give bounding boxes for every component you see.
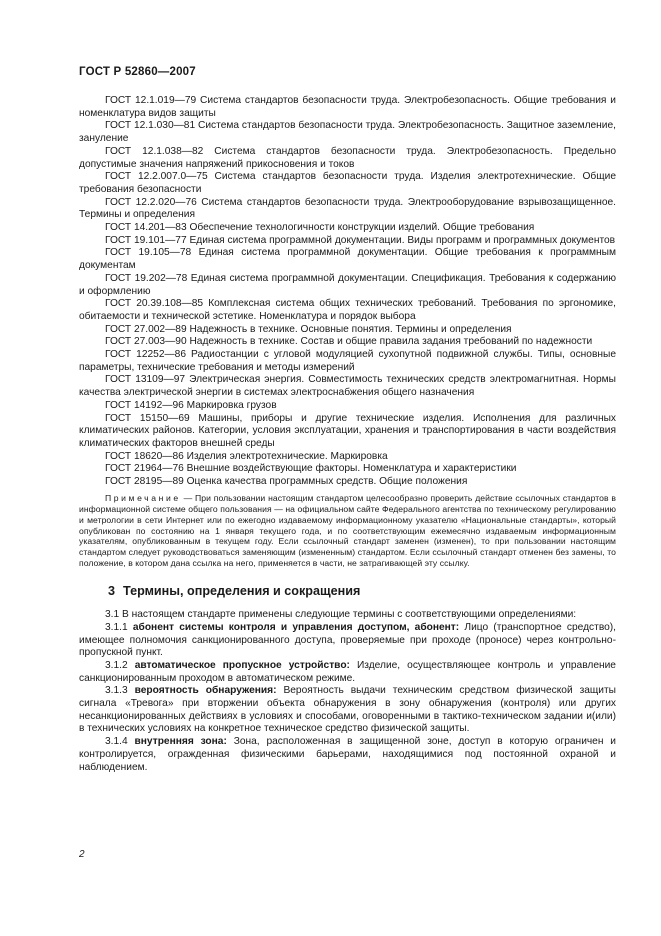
term-text: Зона, расположенная в защищенной зоне, доступ в которую ограничен и контролируется, огражденная физическими барьерами, находящимися под постоянной охраной и наблюдением. (79, 736, 616, 773)
note-label: Примечание (105, 492, 181, 503)
page-number: 2 (79, 849, 85, 860)
reference-item: ГОСТ 12.1.019—79 Система стандартов безопасности труда. Электробезопасность. Общие требования и номенклатура видов защиты (79, 95, 616, 119)
reference-item: ГОСТ 20.39.108—85 Комплексная система общих технических требований. Требования по эргономике, обитаемости и технической эстетике. Номенклатура и порядок выбора (79, 298, 616, 322)
section-intro: 3.1 В настоящем стандарте применены следующие термины с соответствующими определениями: (105, 609, 577, 621)
reference-item: ГОСТ 14.201—83 Обеспечение технологичности конструкции изделий. Общие требования (105, 222, 535, 234)
section-heading (108, 584, 616, 598)
reference-item: ГОСТ 13109—97 Электрическая энергия. Совместимость технических средств электромагнитная. Нормы качества электрической энергии в системах электроснабжения общего назначения (79, 374, 616, 399)
term-text: Изделие, осуществляющее контроль и управление санкционированным проходом в автоматическом режиме. (79, 659, 616, 684)
reference-item: ГОСТ 21964—76 Внешние воздействующие факторы. Номенклатура и характеристики (105, 463, 517, 475)
term-number: 3.1.1 (105, 621, 128, 633)
term-name: абонент системы контроля и управления доступом, абонент: (132, 621, 460, 633)
term-name: вероятность обнаружения: (134, 685, 277, 697)
note-paragraph (79, 493, 616, 569)
note-text: — При пользовании настоящим стандартом целесообразно проверить действие ссылочных стандартов в информационной системе общего пользования — на официальном сайте Федерального агентства по техническому регулированию и метрологии в сети Интернет или по ежегодно издаваемому информационному указателю «Национальные стандарты», который опубликован по состоянию на 1 января текущего года, и по соответствующим ежемесячно издаваемым информационным указателям, опубликованным в текущем году. Если ссылочный стандарт заменен (изменен), то при пользовании настоящим стандартом следует руководствоваться заменяющим (измененным) стандартом. Если ссылочный стандарт отменен без замены, то положение, в котором дана ссылка на него, применяется в части, не затрагивающей эту ссылку. (79, 492, 616, 569)
section-number: 3 (108, 584, 116, 599)
reference-item: ГОСТ 12.1.038—82 Система стандартов безопасности труда. Электробезопасность. Предельно допустимые значения напряжений прикосновения и токов (79, 145, 616, 170)
reference-item: ГОСТ 19.105—78 Единая система программной документации. Общие требования к программным документам (79, 247, 616, 272)
reference-item: ГОСТ 12252—86 Радиостанции с угловой модуляцией сухопутной подвижной службы. Типы, основные параметры, технические требования и методы измерений (79, 349, 616, 373)
term-number: 3.1.2 (105, 659, 128, 671)
term-name: внутренняя зона: (134, 736, 227, 748)
term-name: автоматическое пропускное устройство: (134, 659, 350, 671)
reference-item: ГОСТ 27.002—89 Надежность в технике. Основные понятия. Термины и определения (105, 323, 512, 335)
term-number: 3.1.3 (105, 685, 128, 697)
reference-item: ГОСТ 15150—69 Машины, приборы и другие технические изделия. Исполнения для различных климатических районов. Категории, условия эксплуатации, хранения и транспортирования в части воздействия климатических факторов внешней среды (79, 412, 616, 449)
reference-item: ГОСТ 12.2.007.0—75 Система стандартов безопасности труда. Изделия электротехнические. Общие требования безопасности (79, 171, 616, 195)
document-header: ГОСТ Р 52860—2007 (79, 66, 196, 78)
page-content (79, 95, 616, 774)
term-definition (79, 660, 616, 685)
term-definition (79, 736, 616, 774)
reference-item: ГОСТ 28195—89 Оценка качества программных средств. Общие положения (105, 476, 468, 488)
reference-item: ГОСТ 27.003—90 Надежность в технике. Состав и общие правила задания требований по надежности (105, 336, 593, 348)
term-text: Лицо (транспортное средство), имеющее полномочия санкционированного доступа, проверяемые при проходе (проносе) через контрольно-пропускной пункт. (79, 621, 617, 659)
section-title: Термины, определения и сокращения (123, 584, 361, 599)
reference-item: ГОСТ 12.1.030—81 Система стандартов безопасности труда. Электробезопасность. Защитное заземление, зануление (79, 120, 616, 145)
reference-item: ГОСТ 19.101—77 Единая система программной документации. Виды программ и программных документов (105, 234, 616, 246)
reference-list (79, 95, 616, 489)
reference-item: ГОСТ 19.202—78 Единая система программной документации. Спецификация. Требования к содержанию и оформлению (79, 272, 616, 297)
term-text: Вероятность выдачи техническим средством физической защиты сигнала «Тревога» при вторжении объекта обнаружения в зону обнаружения (контроля) или других несанкционированных действиях в условиях и способами, оговоренными в тактико-техническом задании и(или) в технических условиях на конкретное техническое средство физической защиты. (79, 685, 616, 735)
reference-item: ГОСТ 12.2.020—76 Система стандартов безопасности труда. Электрооборудование взрывозащищенное. Термины и определения (79, 196, 616, 221)
term-definition (79, 622, 616, 660)
reference-item: ГОСТ 14192—96 Маркировка грузов (105, 399, 277, 411)
term-number: 3.1.4 (105, 736, 128, 748)
reference-item: ГОСТ 18620—86 Изделия электротехнические. Маркировка (105, 450, 388, 462)
term-definition (79, 685, 616, 736)
